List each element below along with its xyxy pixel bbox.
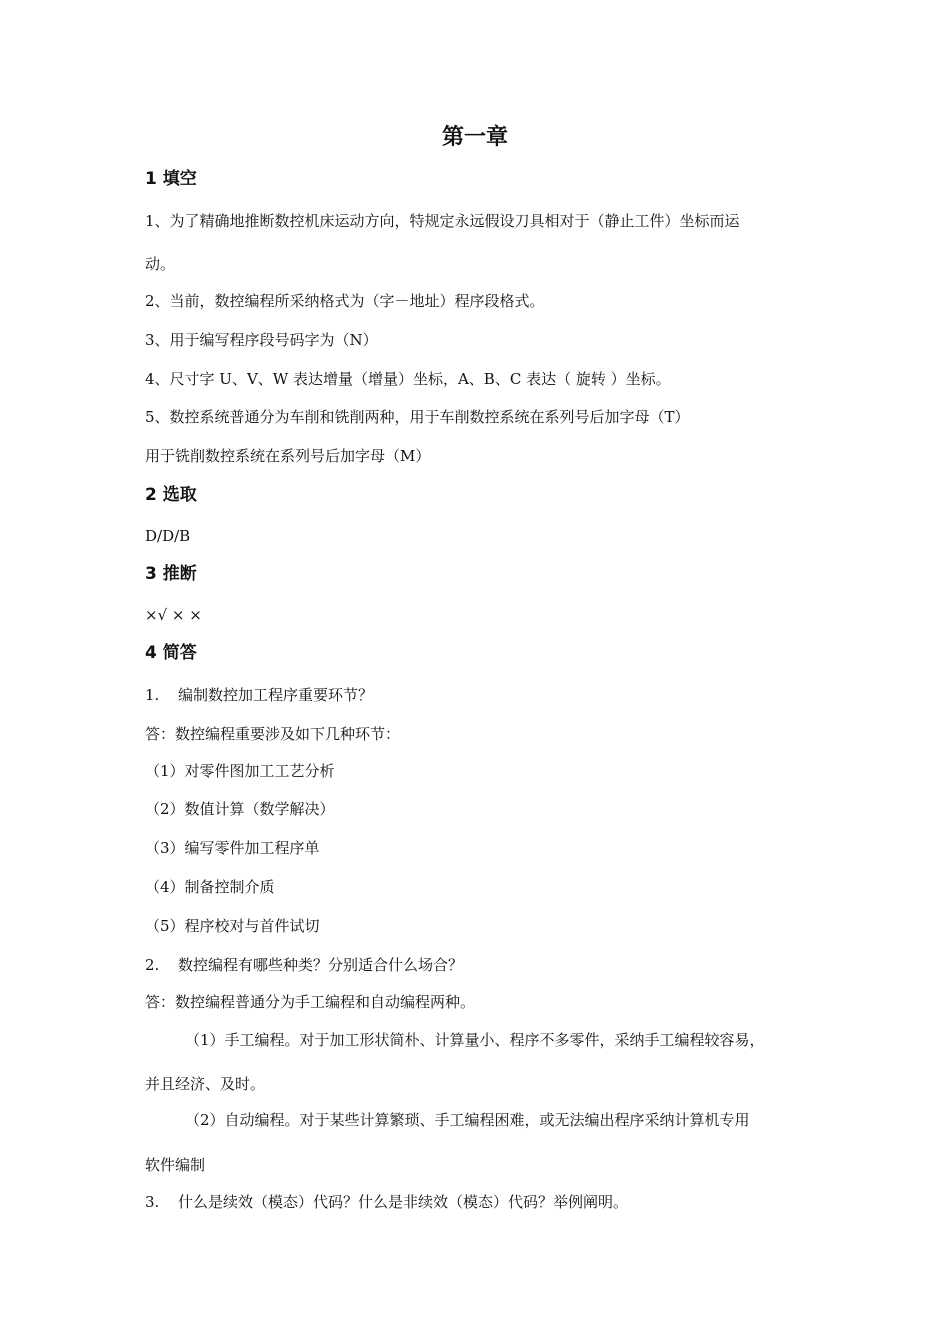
short-a2-p1-line1: （1）手工编程。对于加工形状简朴、计算量小、程序不多零件，采纳手工编程较容易， [185,1031,765,1049]
short-q3 [145,1192,628,1212]
question-text: 编制数控加工程序重要环节？ [178,686,374,704]
short-a1-item-4: （4）制备控制介质 [145,878,275,896]
chapter-title: 第一章 [441,125,508,150]
question-text: 数控编程有哪些种类？分别适合什么场合？ [178,956,464,974]
fill-q1-line2: 动。 [145,255,176,273]
short-a1-item-2: （2）数值计算（数学解决） [145,800,335,818]
short-a1-item-3: （3）编写零件加工程序单 [145,839,320,857]
section-heading-fill-blank: 1 填空 [145,169,197,189]
short-a2-intro: 答：数控编程普通分为手工编程和自动编程两种。 [145,993,476,1011]
fill-q3: 3、用于编写程序段号码字为（N） [145,331,378,349]
judge-answer: ×√ × × [145,606,202,624]
choice-answer: D/D/B [145,527,191,545]
question-number: 2. [145,956,160,974]
short-a1-intro: 答：数控编程重要涉及如下几种环节： [145,725,401,743]
fill-q4: 4、尺寸字 U、V、W 表达增量（增量）坐标，A、B、C 表达（ 旋转 ）坐标。 [145,370,671,388]
fill-q5-line2: 用于铣削数控系统在系列号后加字母（M） [145,447,431,465]
question-text: 什么是续效（模态）代码？什么是非续效（模态）代码？举例阐明。 [178,1193,629,1211]
fill-q5-line1: 5、数控系统普通分为车削和铣削两种，用于车削数控系统在系列号后加字母（T） [145,408,690,426]
short-a1-item-1: （1）对零件图加工工艺分析 [145,762,335,780]
question-number: 3. [145,1193,160,1211]
fill-q2: 2、当前，数控编程所采纳格式为（字－地址）程序段格式。 [145,292,545,310]
short-a2-p2-line2: 软件编制 [145,1156,206,1174]
short-a2-p1-line2: 并且经济、及时。 [145,1075,266,1093]
short-q1 [145,685,373,705]
fill-q1-line1: 1、为了精确地推断数控机床运动方向，特规定永远假设刀具相对于（静止工件）坐标而运 [145,212,740,230]
short-a2-p2-line1: （2）自动编程。对于某些计算繁琐、手工编程困难，或无法编出程序采纳计算机专用 [185,1111,750,1129]
question-number: 1. [145,686,160,704]
section-heading-judge: 3 推断 [145,564,197,584]
section-heading-short-answer: 4 简答 [145,643,197,663]
short-a1-item-5: （5）程序校对与首件试切 [145,917,320,935]
short-q2 [145,955,463,975]
section-heading-choice: 2 选取 [145,485,197,505]
